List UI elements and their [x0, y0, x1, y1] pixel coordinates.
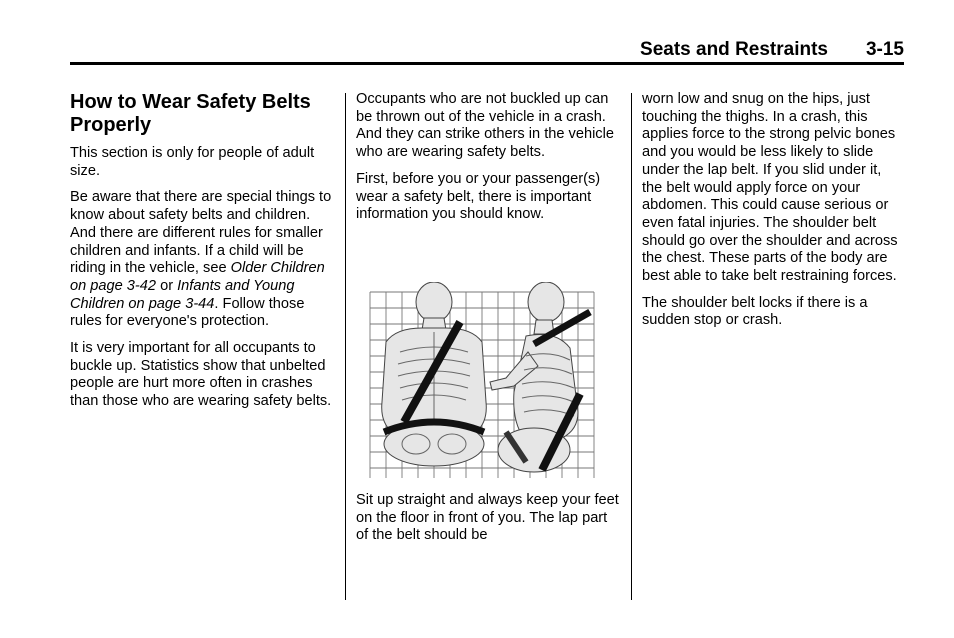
text-span: . Follow those rules for everyone's protection. [70, 295, 305, 330]
column-2 [356, 91, 620, 233]
text-span: or [156, 277, 178, 294]
paragraph-statistics: It is very important for all occupants to buckle up. Statistics show that unbelted people are hurt more often in crashes than those who are wearing safety belts. [70, 340, 332, 410]
paragraph-adult-size: This section is only for people of adult size. [70, 145, 315, 179]
safety-belt-diagram [356, 282, 620, 486]
paragraph-locks: The shoulder belt locks if there is a sudden stop or crash. [642, 294, 868, 329]
page-header [70, 38, 904, 62]
column-divider-2 [631, 93, 632, 600]
section-title: Seats and Restraints [640, 39, 828, 60]
column-3 [642, 91, 904, 339]
safety-belt-illustration [356, 282, 620, 486]
paragraph-lap-belt: worn low and snug on the hips, just touching the thighs. In a crash, this applies force to the strong pelvic bones and you would be less likely to slide under the lap belt. If you slid under it, the belt would apply force on your abdomen. This could cause serious or even fatal injuries. The shoulder belt should go over the shoulder and across the chest. These parts of the body are best able to take belt restraining forces. [642, 91, 898, 285]
column-divider-1 [345, 93, 346, 600]
page-number: 3-15 [865, 39, 904, 60]
cross-reference-older-children[interactable]: Older Children on page 3-42 [70, 260, 325, 294]
text-span: Be aware that there are special things to know about safety belts and children. And there are different rules for smaller children and infants. If a child will be riding in the vehicle, see [70, 189, 332, 277]
header-rule [70, 62, 904, 65]
column-1 [70, 91, 334, 420]
paragraph-sit-up: Sit up straight and always keep your feet on the floor in front of you. The lap part of the belt should be [356, 492, 619, 544]
paragraph-children [70, 189, 334, 331]
section-heading: How to Wear Safety Belts Properly [70, 91, 311, 136]
paragraph-unbuckled: Occupants who are not buckled up can be thrown out of the vehicle in a crash. And they can strike others in the vehicle who are wearing safety belts. [356, 91, 614, 161]
column-2-bottom [356, 492, 620, 545]
paragraph-first: First, before you or your passenger(s) wear a safety belt, there is important information you should know. [356, 170, 601, 223]
cross-reference-infants[interactable]: Infants and Young Children on page 3-44 [70, 277, 295, 312]
